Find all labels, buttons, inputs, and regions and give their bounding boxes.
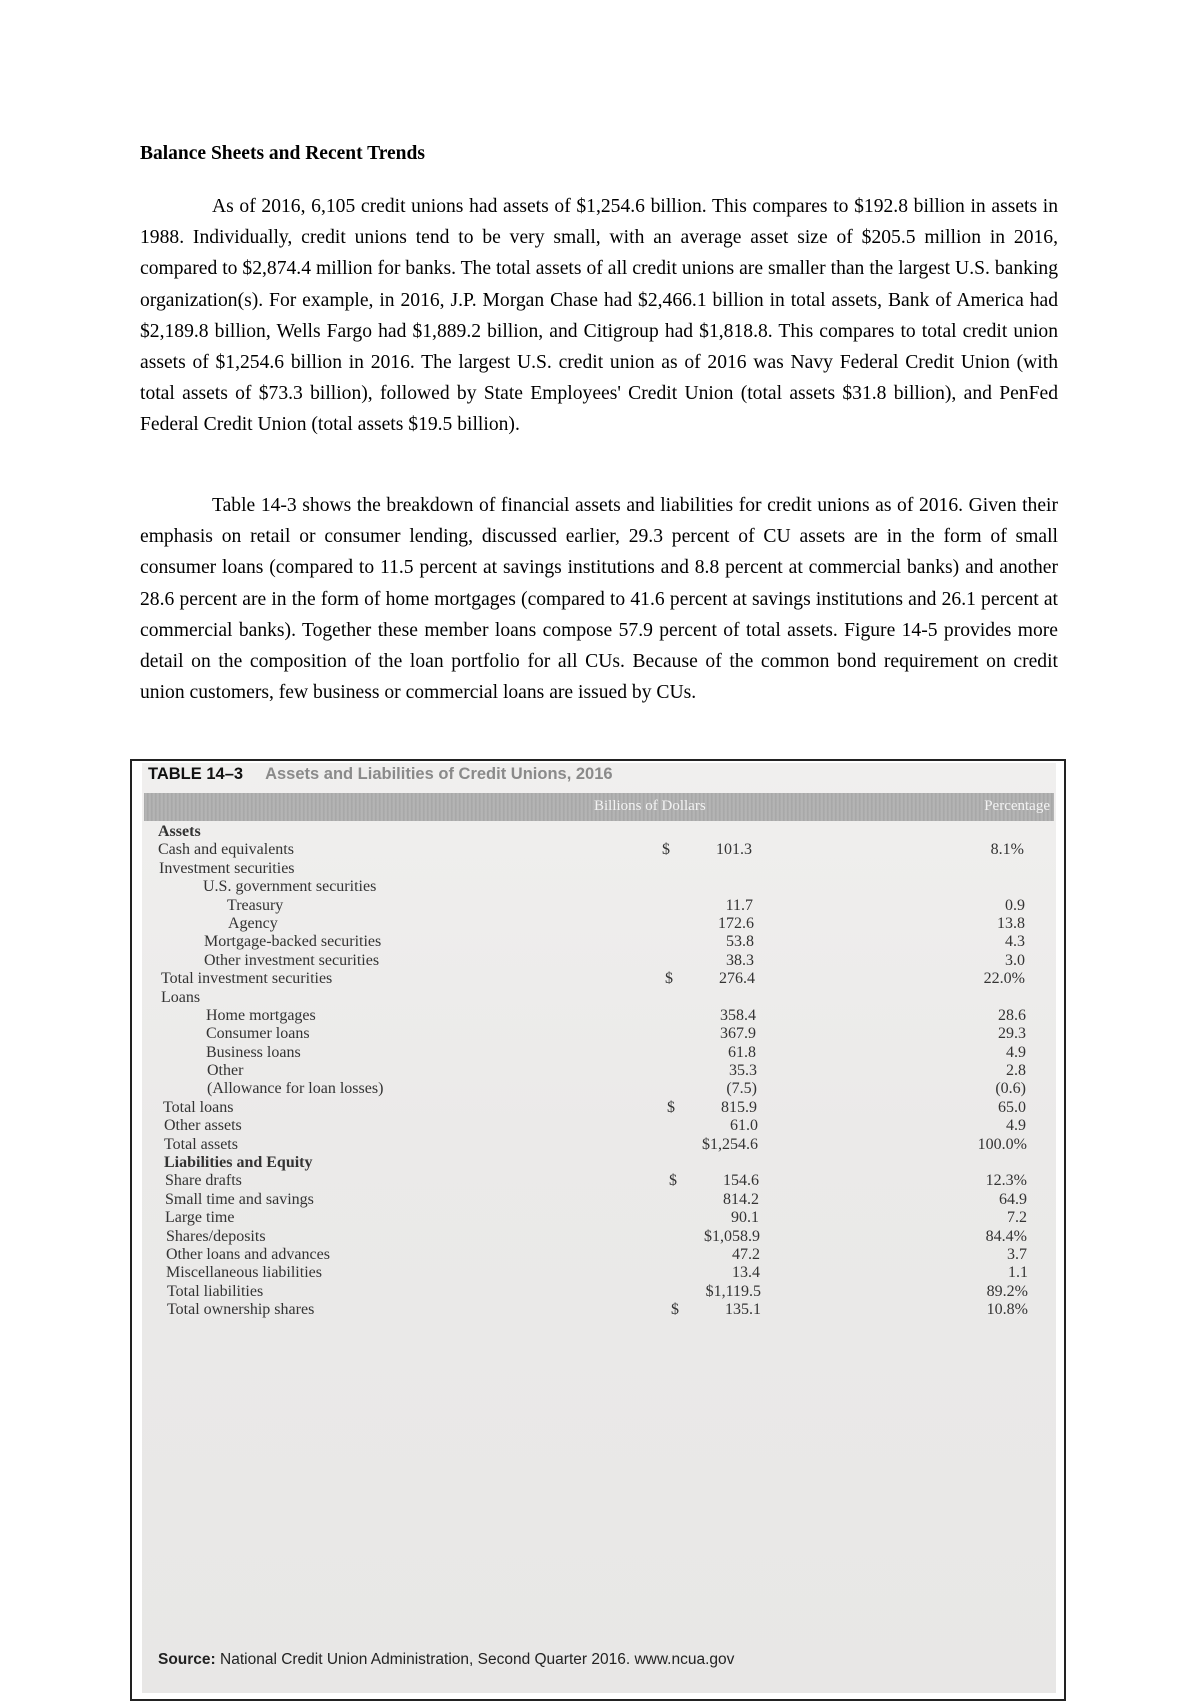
row-value: 814.2 — [723, 1190, 759, 1208]
row-value: 101.3 — [716, 841, 752, 859]
row-currency: $ — [671, 1301, 679, 1319]
row-label: Small time and savings — [165, 1190, 314, 1208]
row-currency: $ — [665, 970, 673, 988]
row-value: 61.8 — [728, 1043, 756, 1061]
row-percentage: 0.9 — [1005, 896, 1025, 914]
row-value: 358.4 — [720, 1006, 756, 1024]
row-label: Total investment securities — [161, 970, 333, 988]
row-value: 47.2 — [732, 1245, 760, 1263]
table-row — [142, 823, 1056, 841]
table-row — [142, 1025, 1056, 1043]
table-row — [142, 952, 1056, 970]
row-percentage: 84.4% — [985, 1227, 1027, 1245]
row-label: Total assets — [164, 1135, 238, 1153]
row-percentage: 1.1 — [1008, 1264, 1028, 1282]
table-row — [142, 1117, 1056, 1135]
row-label: Miscellaneous liabilities — [166, 1264, 322, 1282]
row-value: 815.9 — [721, 1098, 757, 1116]
table-row — [142, 970, 1056, 988]
table-source — [158, 1651, 734, 1669]
row-value: 13.4 — [732, 1264, 760, 1282]
row-value: 135.1 — [725, 1301, 761, 1319]
row-label: Home mortgages — [206, 1006, 316, 1024]
table-row — [142, 1007, 1056, 1025]
row-value: 11.7 — [725, 896, 753, 914]
table-row — [142, 1136, 1056, 1154]
row-label: Investment securities — [159, 859, 295, 877]
column-header-dollars: Billions of Dollars — [594, 798, 706, 814]
table-number: TABLE 14–3 — [148, 765, 244, 783]
row-percentage: 4.9 — [1006, 1043, 1026, 1061]
row-value: $1,058.9 — [704, 1227, 760, 1245]
section-heading: Balance Sheets and Recent Trends — [140, 143, 425, 164]
row-label: Treasury — [227, 896, 284, 914]
table-row — [142, 1283, 1056, 1301]
table-row — [142, 1062, 1056, 1080]
row-label: Agency — [228, 914, 278, 932]
row-percentage: 2.8 — [1006, 1062, 1026, 1080]
table-row — [142, 1044, 1056, 1062]
table-row — [142, 1080, 1056, 1098]
row-percentage: 4.9 — [1006, 1117, 1026, 1135]
table-row — [142, 860, 1056, 878]
row-label: Total ownership shares — [167, 1301, 315, 1319]
table-header — [144, 793, 1054, 821]
row-label: Business loans — [206, 1043, 301, 1061]
row-percentage: 3.7 — [1007, 1245, 1027, 1263]
row-percentage: 13.8 — [997, 914, 1025, 932]
table-photo — [142, 763, 1056, 1693]
row-percentage: 89.2% — [986, 1282, 1028, 1300]
table-row — [142, 989, 1056, 1007]
row-percentage: 3.0 — [1005, 951, 1025, 969]
row-label: (Allowance for loan losses) — [207, 1080, 384, 1098]
table-row — [142, 1172, 1056, 1190]
table-title — [148, 765, 613, 784]
row-percentage: 22.0% — [983, 970, 1025, 988]
row-percentage: 100.0% — [977, 1135, 1027, 1153]
row-label: Liabilities and Equity — [164, 1154, 313, 1172]
row-label: Other — [207, 1062, 244, 1080]
row-value: 154.6 — [723, 1172, 759, 1190]
row-percentage: 10.8% — [986, 1301, 1028, 1319]
row-value: 90.1 — [731, 1209, 759, 1227]
row-percentage: 64.9 — [999, 1190, 1027, 1208]
row-label: Other investment securities — [204, 951, 380, 969]
row-value: 172.6 — [718, 914, 754, 932]
row-label: U.S. government securities — [203, 878, 377, 896]
table-row — [142, 897, 1056, 915]
row-value: $1,119.5 — [705, 1282, 761, 1300]
row-percentage: 65.0 — [998, 1098, 1026, 1116]
table-row — [142, 1099, 1056, 1117]
table-row — [142, 1246, 1056, 1264]
row-percentage: 4.3 — [1005, 933, 1025, 951]
row-label: Assets — [158, 823, 201, 840]
row-currency: $ — [662, 841, 670, 859]
row-label: Mortgage-backed securities — [204, 933, 382, 951]
row-percentage: 29.3 — [998, 1025, 1026, 1043]
row-percentage: 7.2 — [1007, 1209, 1027, 1227]
row-value: 38.3 — [726, 951, 754, 969]
row-value: (7.5) — [726, 1080, 757, 1098]
row-percentage: 28.6 — [998, 1006, 1026, 1024]
row-label: Shares/deposits — [166, 1227, 266, 1245]
row-label: Other assets — [164, 1117, 242, 1135]
row-label: Other loans and advances — [166, 1245, 330, 1263]
row-percentage: 12.3% — [985, 1172, 1027, 1190]
table-row — [142, 933, 1056, 951]
row-value: $1,254.6 — [702, 1135, 758, 1153]
row-label: Loans — [161, 988, 201, 1006]
row-value: 35.3 — [729, 1062, 757, 1080]
column-header-percentage: Percentage — [984, 798, 1050, 814]
row-currency: $ — [669, 1172, 677, 1190]
row-label: Share drafts — [165, 1172, 242, 1190]
row-label: Total liabilities — [167, 1282, 264, 1300]
row-value: 53.8 — [726, 933, 754, 951]
table-row — [142, 878, 1056, 896]
table-row — [142, 841, 1056, 859]
row-label: Cash and equivalents — [158, 841, 294, 859]
table-figure — [130, 759, 1066, 1701]
table-row — [142, 1191, 1056, 1209]
row-value: 61.0 — [730, 1117, 758, 1135]
row-percentage: 8.1% — [990, 841, 1024, 859]
table-row — [142, 1154, 1056, 1172]
row-label: Large time — [165, 1209, 235, 1227]
table-name: Assets and Liabilities of Credit Unions, 2016 — [265, 765, 613, 783]
table-body — [142, 823, 1056, 1320]
table-row — [142, 1301, 1056, 1319]
paragraph-2: Table 14-3 shows the breakdown of financial assets and liabilities for credit unions as of 2016. Given their emphasis on retail or consumer lending, discussed earlier, 29.3 percent of CU assets are in the form of small consumer loans (compared to 11.5 percent at savings institutions and 8.8 percent at commercial banks) and another 28.6 percent are in the form of home mortgages (compared to 41.6 percent at savings institutions and 26.1 percent at commercial banks). Together these member loans compose 57.9 percent of total assets. Figure 14-5 provides more detail on the composition of the loan portfolio for all CUs. Because of the common bond requirement on credit union customers, few business or commercial loans are issued by CUs. — [140, 495, 1058, 704]
table-row — [142, 915, 1056, 933]
paragraph-1: As of 2016, 6,105 credit unions had assets of $1,254.6 billion. This compares to $192.8 billion in assets in 1988. Individually, credit unions tend to be very small, with an average asset size of $205.5 million in 2016, compared to $2,874.4 million for banks. The total assets of all credit unions are smaller than the largest U.S. banking organization(s). For example, in 2016, J.P. Morgan Chase had $2,466.1 billion in total assets, Bank of America had $2,189.8 billion, Wells Fargo had $1,889.2 billion, and Citigroup had $1,818.8. This compares to total credit union assets of $1,254.6 billion in 2016. The largest U.S. credit union as of 2016 was Navy Federal Credit Union (with total assets of $73.3 billion), followed by State Employees' Credit Union (total assets $31.8 billion), and PenFed Federal Credit Union (total assets $19.5 billion). — [140, 196, 1058, 436]
row-label: Total loans — [163, 1098, 234, 1116]
row-value: 276.4 — [719, 970, 755, 988]
row-percentage: (0.6) — [995, 1080, 1026, 1098]
table-row — [142, 1264, 1056, 1282]
source-text: National Credit Union Administration, Second Quarter 2016. www.ncua.gov — [220, 1651, 735, 1668]
table-row — [142, 1228, 1056, 1246]
row-label: Consumer loans — [206, 1025, 310, 1043]
row-value: 367.9 — [720, 1025, 756, 1043]
table-row — [142, 1209, 1056, 1227]
row-currency: $ — [667, 1098, 675, 1116]
source-label: Source: — [158, 1651, 216, 1668]
